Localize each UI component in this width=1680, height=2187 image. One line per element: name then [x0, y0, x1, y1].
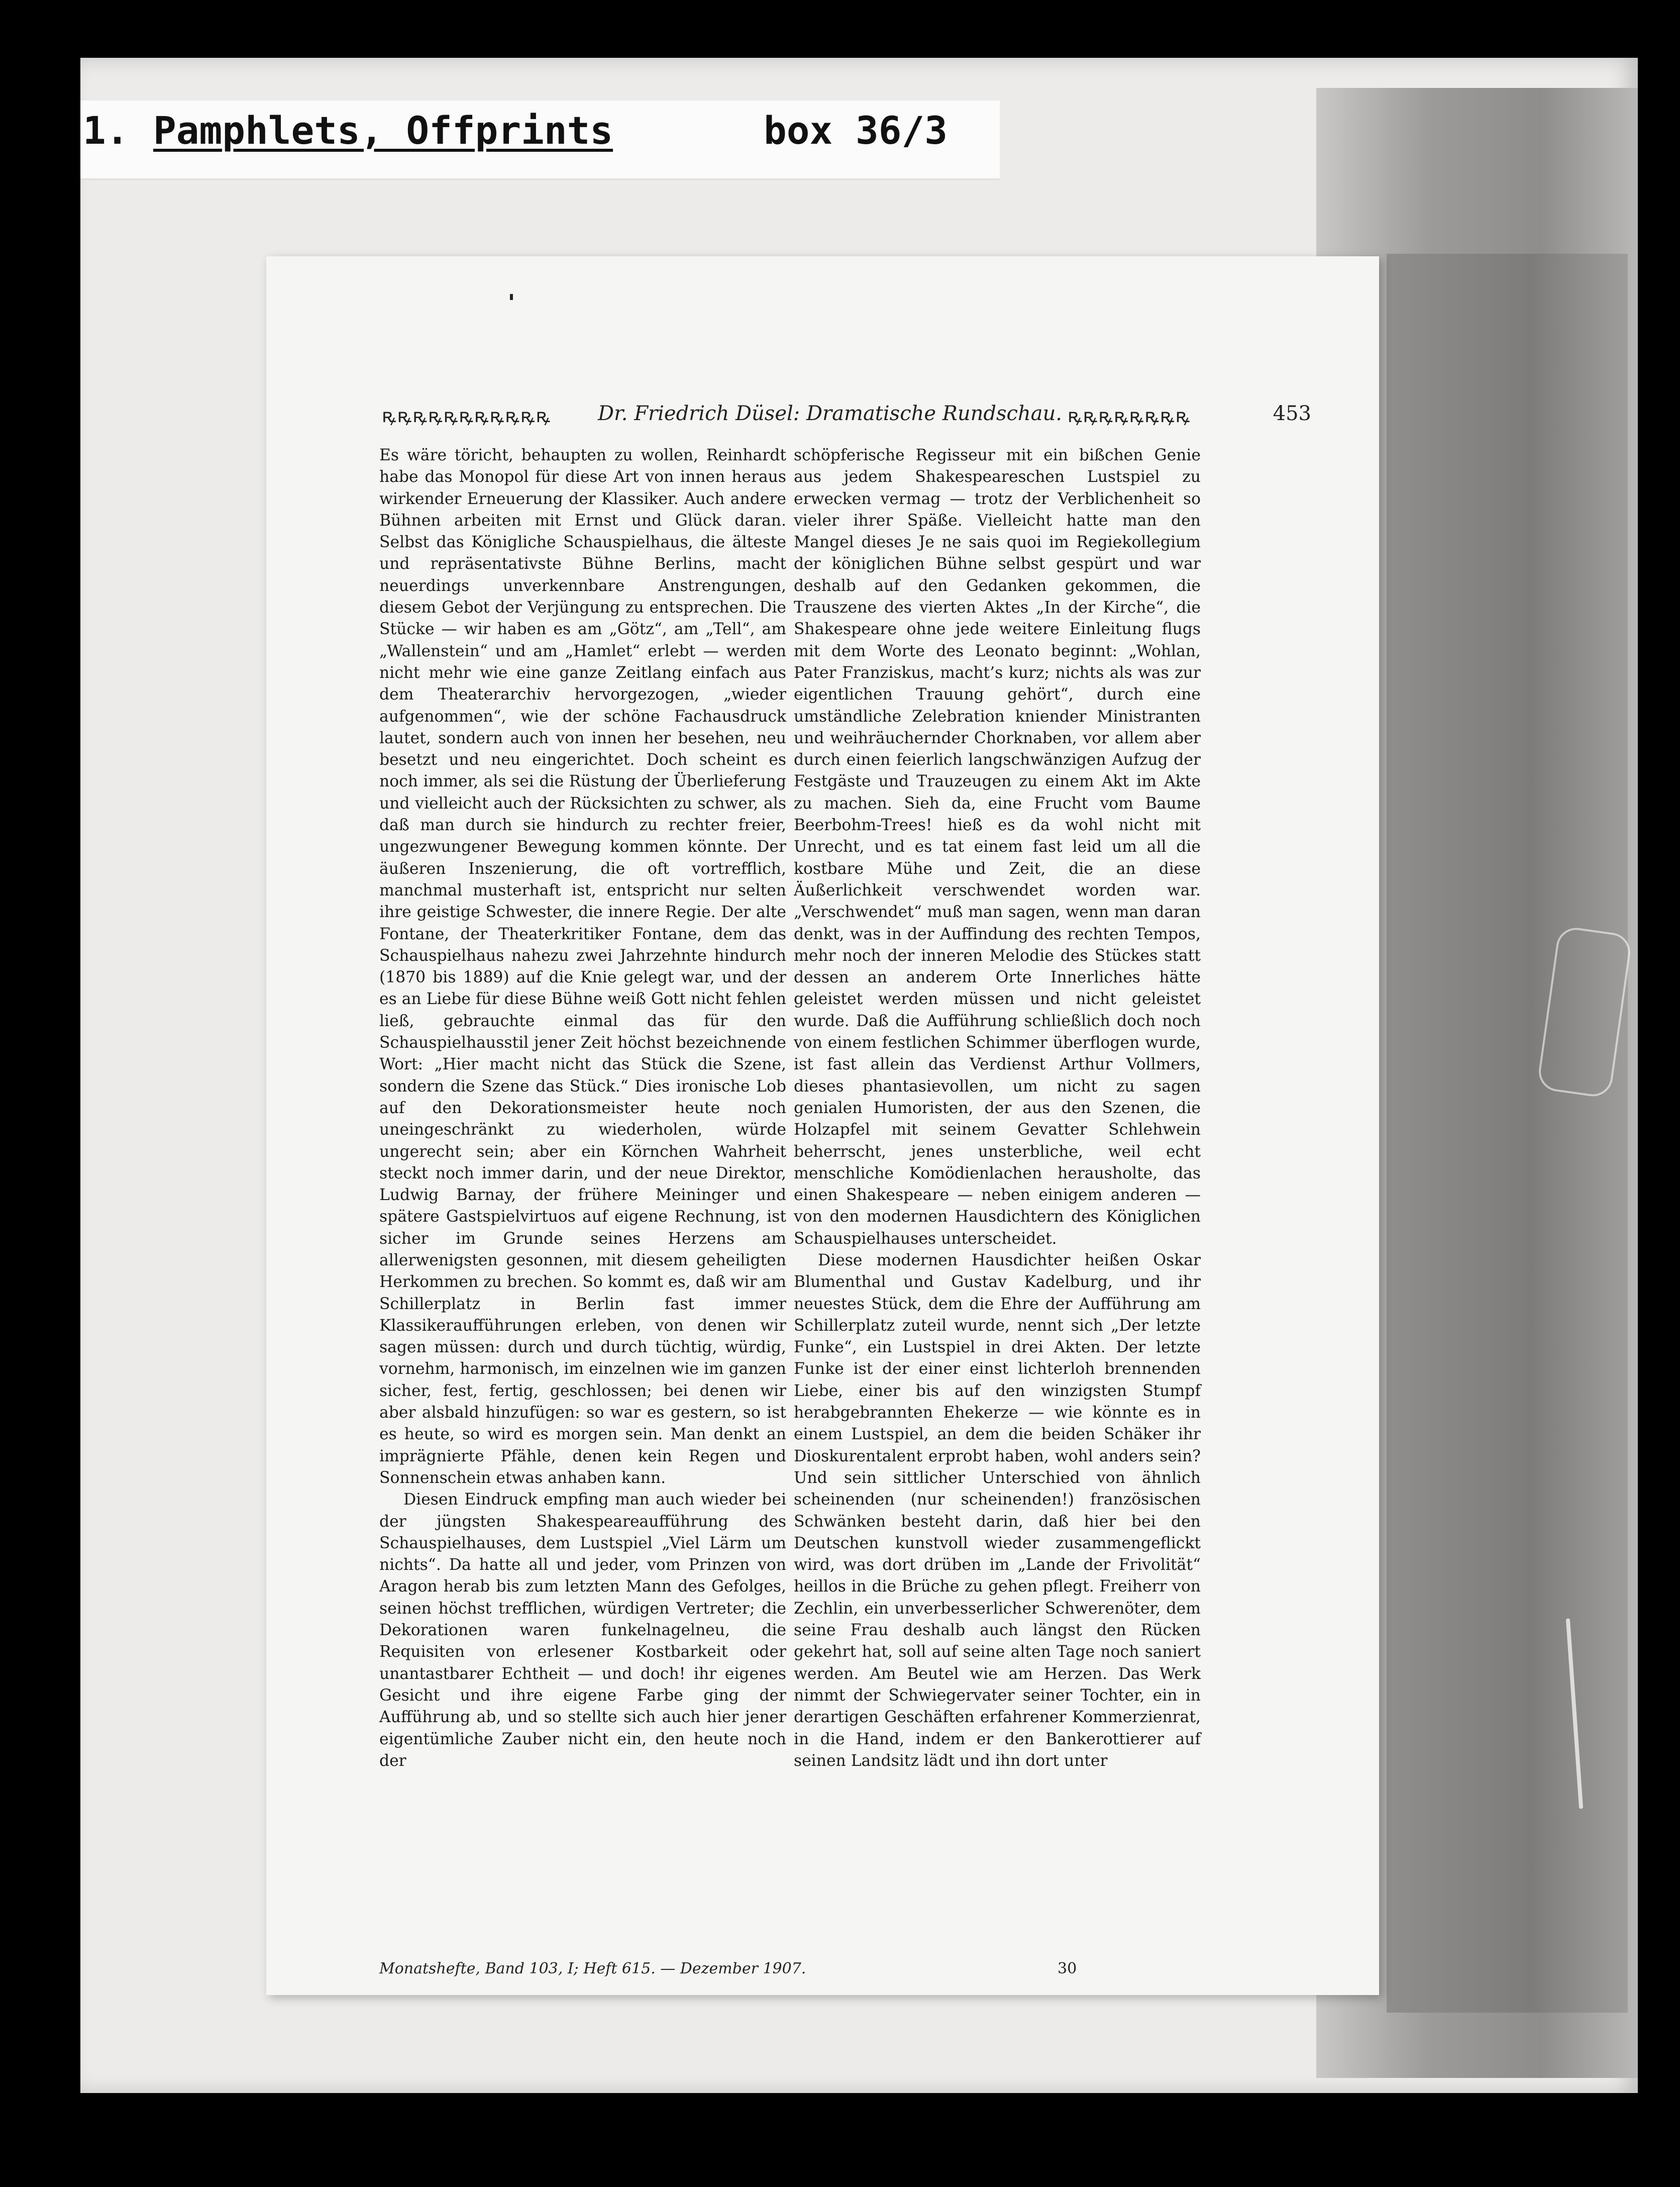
- paragraph: Diese modernen Hausdichter heißen Oskar Blumenthal und Gustav Kadelburg, und ihr neuestes Stück, dem die Ehre der Aufführung am Schillerplatz zuteil wurde, nennt sich „Der letzte Funke“, ein Lustspiel in drei Akten. Der letzte Funke ist der einer einst lichterloh brennenden Liebe, einer bis auf den winzigsten Stumpf herabgebrannten Ehekerze — wie könnte es in einem Lustspiel, an dem die beiden Schäker ihr Dioskurentalent erprobt haben, wohl anders sein? Und sein sittlicher Unterschied von ähnlich scheinenden (nur scheinenden!) französischen Schwänken besteht darin, daß hier bei den Deutschen kunstvoll wieder zusammengeflickt wird, was dort drüben im „Lande der Frivolität“ heillos in die Brüche zu gehen pflegt. Freiherr von Zechlin, ein unverbesserlicher Schwerenöter, dem seine Frau deshalb auch längst den Rücken gekehrt hat, soll auf seine alten Tage noch saniert werden. Am Beutel wie am Herzen. Das Werk nimmt der Schwiegervater seiner Tochter, ein in derartigen Geschäften erfahrener Kommerzienrat, in die Hand, indem er den Bankerottierer auf seinen Landsitz lädt und ihn dort unter: [794, 1251, 1201, 1770]
- footer-signature-mark: 30: [1058, 1960, 1077, 1977]
- label-number: 1.: [83, 108, 129, 153]
- label-box-number: box 36/3: [764, 108, 948, 153]
- label-title: Pamphlets, Offprints: [153, 108, 613, 153]
- page-footer: [379, 1960, 1198, 1983]
- text-column-right: [794, 445, 1201, 1772]
- footer-journal-citation: Monatshefte, Band 103, I; Heft 615. — Dezember 1907.: [379, 1960, 806, 1977]
- paragraph: schöpferische Regisseur mit ein bißchen Genie aus jedem Shakespeareschen Lustspiel zu erwecken vermag — trotz der Verblichenheit so vieler ihrer Späße. Vielleicht hatte man den Mangel dieses Je ne sais quoi im Regiekollegium der königlichen Bühne selbst gespürt und war deshalb auf den Gedanken gekommen, die Trauszene des vierten Aktes „In der Kirche“, die Shakespeare ohne jede weitere Einleitung flugs mit dem Worte des Leonato beginnt: „Wohlan, Pater Franziskus, macht’s kurz; nichts als was zur eigentlichen Trauung gehört“, durch eine umständliche Zelebration kniender Ministranten und weihräuchernder Chorknaben, vor allem aber durch einen feierlich langschwänzigen Aufzug der Festgäste und Trauzeugen zu einem Akt im Akte zu machen. Sieh da, eine Frucht vom Baume Beerbohm-Trees! hieß es da wohl nicht mit Unrecht, und es tat einem fast leid um all die kostbare Mühe und Zeit, die an diese Äußerlichkeit verschwendet worden war. „Verschwendet“ muß man sagen, wenn man daran denkt, was in der Auffindung des rechten Tempos, mehr noch der inneren Melodie des Stückes statt dessen an anderem Orte Innerliches hätte geleistet werden müssen und nicht geleistet wurde. Daß die Aufführung schließlich doch noch von einem festlichen Schimmer überflogen wurde, ist fast allein das Verdienst Arthur Vollmers, dieses phantasievollen, um nicht zu sagen genialen Humoristen, der aus den Szenen, die Holzapfel mit seinem Gevatter Schlehwein beherrscht, jenes unsterbliche, weil echt menschliche Komödienlachen herausholte, das einen Shakespeare — neben einigem anderen — von den modernen Hausdichtern des Königlichen Schauspielhauses unterscheidet.: [794, 446, 1201, 1248]
- page-number: 453: [1273, 402, 1311, 425]
- backing-sheet-edge: [1387, 254, 1628, 2013]
- ornament-left: ꝶꝶꝶꝶꝶꝶꝶꝶꝶꝶꝶ: [382, 405, 552, 427]
- running-title: Dr. Friedrich Düsel: Dramatische Rundschau.: [598, 402, 1063, 425]
- running-head: [382, 402, 1311, 432]
- ornament-right: ꝶꝶꝶꝶꝶꝶꝶꝶ: [1068, 405, 1191, 427]
- offprint-page: [266, 256, 1379, 1995]
- ink-speck: [510, 294, 513, 300]
- paragraph: Diesen Eindruck empfing man auch wieder bei der jüngsten Shakespeareaufführung des Schauspielhauses, dem Lustspiel „Viel Lärm um nichts“. Da hatte all und jeder, vom Prinzen von Aragon herab bis zum letzten Mann des Gefolges, seinen höchst trefflichen, würdigen Vertreter; die Dekorationen waren funkelnagelneu, die Requisiten von erlesener Kostbarkeit oder unantastbarer Echtheit — und doch! ihr eigenes Gesicht und ihre eigene Farbe ging der Aufführung ab, und so stellte sich auch hier jener eigentümliche Zauber nicht ein, den heute noch der: [379, 1490, 786, 1770]
- paragraph: Es wäre töricht, behaupten zu wollen, Reinhardt habe das Monopol für diese Art von innen heraus wirkender Erneuerung der Klassiker. Auch andere Bühnen arbeiten mit Ernst und Glück daran. Selbst das Königliche Schauspielhaus, die älteste und repräsentativste Bühne Berlins, macht neuerdings unverkennbare Anstrengungen, diesem Gebot der Verjüngung zu entsprechen. Die Stücke — wir haben es am „Götz“, am „Tell“, am „Wallenstein“ und am „Hamlet“ erlebt — werden nicht mehr wie eine ganze Zeitlang einfach aus dem Theaterarchiv hervorgezogen, „wieder aufgenommen“, wie der schöne Fachausdruck lautet, sondern auch von innen her besehen, neu besetzt und neu eingerichtet. Doch scheint es noch immer, als sei die Rüstung der Überlieferung und vielleicht auch der Rücksichten zu schwer, als daß man durch sie hindurch zu rechter freier, ungezwungener Bewegung kommen könnte. Der äußeren Inszenierung, die oft vortrefflich, manchmal musterhaft ist, entspricht nur selten ihre geistige Schwester, die innere Regie. Der alte Fontane, der Theaterkritiker Fontane, dem das Schauspielhaus nahezu zwei Jahrzehnte hindurch (1870 bis 1889) auf die Knie gelegt war, und der es an Liebe für diese Bühne weiß Gott nicht fehlen ließ, gebrauchte einmal das für den Schauspielhausstil jener Zeit höchst bezeichnende Wort: „Hier macht nicht das Stück die Szene, sondern die Szene das Stück.“ Dies ironische Lob auf den Dekorationsmeister heute noch uneingeschränkt zu wiederholen, würde ungerecht sein; aber ein Körnchen Wahrheit steckt noch immer darin, und der neue Direktor, Ludwig Barnay, der frühere Meininger und spätere Gastspielvirtuos auf eigene Rechnung, ist sicher im Grunde seines Herzens am allerwenigsten gesonnen, mit diesem geheiligten Herkommen zu brechen. So kommt es, daß wir am Schillerplatz in Berlin fast immer Klassikeraufführungen erleben, von denen wir sagen müssen: durch und durch tüchtig, würdig, vornehm, harmonisch, im einzelnen wie im ganzen sicher, fest, fertig, geschlossen; bei denen wir aber alsbald hinzufügen: so war es gestern, so ist es heute, so wird es morgen sein. Man denkt an imprägnierte Pfähle, denen kein Regen und Sonnenschein etwas anhaben kann.: [379, 446, 786, 1487]
- text-column-left: [379, 445, 786, 1772]
